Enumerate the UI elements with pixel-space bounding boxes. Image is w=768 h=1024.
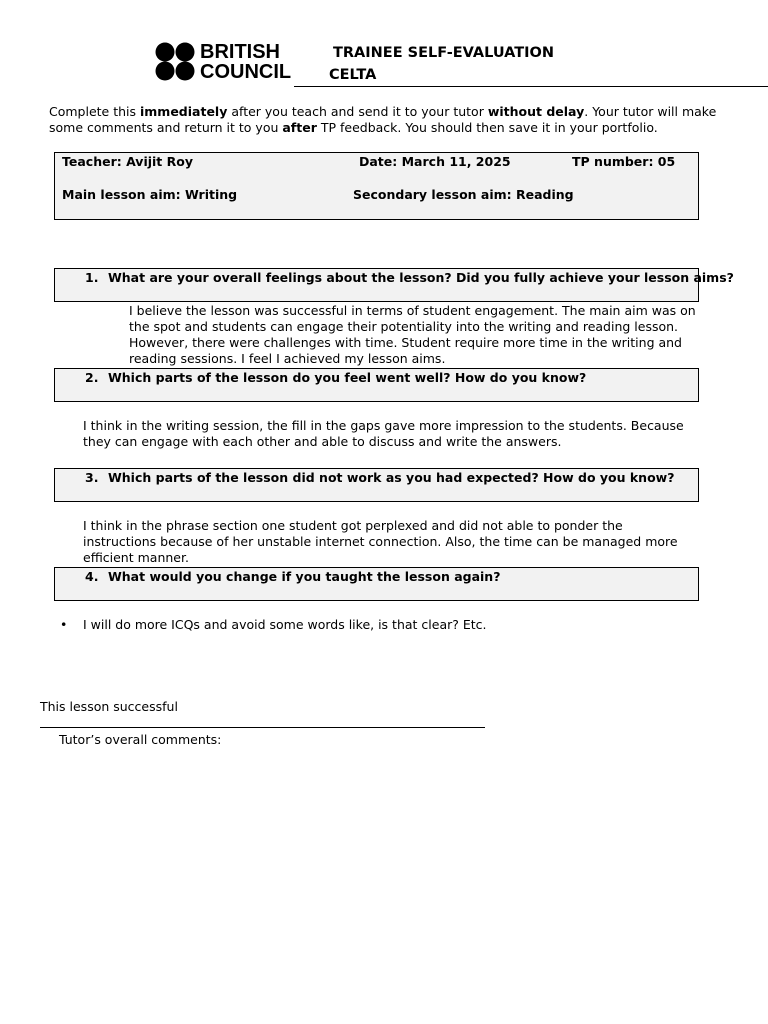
logo-line-council: COUNCIL bbox=[200, 61, 292, 83]
form-subtitle: CELTA bbox=[329, 67, 377, 83]
intro-text: . Your tutor will make some comments and return it to you bbox=[49, 104, 717, 135]
teacher-field: Teacher: Avijit Roy bbox=[62, 154, 193, 169]
question-text: Which parts of the lesson did not work as you had expected? How do you know? bbox=[108, 470, 675, 485]
logo-wordmark bbox=[200, 42, 291, 82]
intro-emphasis: after bbox=[282, 120, 317, 135]
question-text: What would you change if you taught the lesson again? bbox=[108, 569, 501, 584]
header-divider bbox=[294, 86, 768, 87]
intro-text: Complete this bbox=[49, 104, 140, 119]
answer-text: I will do more ICQs and avoid some words like, is that clear? Etc. bbox=[83, 617, 487, 632]
question-box bbox=[54, 268, 734, 302]
question-text: Which parts of the lesson do you feel went well? How do you know? bbox=[108, 370, 587, 385]
answer-text: I think in the phrase section one student got perplexed and did not able to ponder the instructions because of her unstable internet connection. Also, the time can be managed more efficient manner. bbox=[83, 518, 678, 565]
tutor-comments-label: Tutor’s overall comments: bbox=[59, 732, 222, 747]
answer-text: I think in the writing session, the fill in the gaps gave more impression to the students. Because they can engage with each other and able to discuss and write the answers. bbox=[83, 418, 684, 449]
signature-line bbox=[40, 727, 485, 728]
logo-dots-icon bbox=[155, 42, 197, 82]
bullet-icon: • bbox=[60, 617, 68, 632]
lesson-info-box bbox=[54, 152, 699, 220]
intro-emphasis: without delay bbox=[487, 104, 585, 119]
lesson-note: This lesson successful bbox=[40, 699, 178, 714]
question-number: 1. bbox=[85, 270, 99, 285]
intro-emphasis: immediately bbox=[140, 104, 228, 119]
question-box bbox=[54, 468, 699, 502]
logo-line-british: BRITISH bbox=[200, 41, 280, 63]
intro-text: after you teach and send it to your tutor bbox=[227, 104, 488, 119]
question-number: 4. bbox=[85, 569, 99, 584]
main-aim-field: Main lesson aim: Writing bbox=[62, 187, 238, 202]
question-text: What are your overall feelings about the lesson? Did you fully achieve your lesson aims? bbox=[108, 270, 734, 285]
answer-text: I believe the lesson was successful in terms of student engagement. The main aim was on the spot and students can engage their potentiality into the writing and reading lesson. However, there were challenges with time. Student require more time in the writing and reading sessions. I feel I achieved my lesson aims. bbox=[129, 303, 696, 366]
question-box bbox=[54, 567, 699, 601]
date-field: Date: March 11, 2025 bbox=[359, 154, 511, 169]
question-box bbox=[54, 368, 699, 402]
question-number: 3. bbox=[85, 470, 99, 485]
instructions-paragraph bbox=[49, 104, 729, 136]
british-council-logo bbox=[155, 42, 295, 82]
intro-text: TP feedback. You should then save it in your portfolio. bbox=[316, 120, 658, 135]
tp-number-field: TP number: 05 bbox=[572, 154, 676, 169]
form-title: TRAINEE SELF-EVALUATION bbox=[333, 45, 554, 61]
question-number: 2. bbox=[85, 370, 99, 385]
secondary-aim-field: Secondary lesson aim: Reading bbox=[353, 187, 574, 202]
